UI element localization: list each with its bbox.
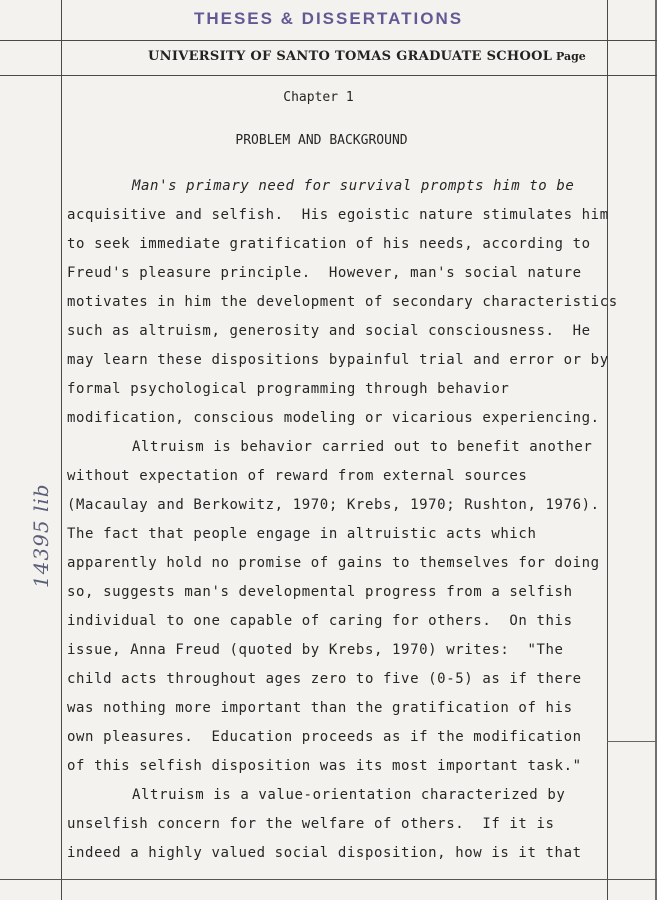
- text-line: without expectation of reward from external sources: [67, 468, 528, 484]
- text-line: of this selfish disposition was its most important task.": [67, 758, 582, 774]
- text-line: so, suggests man's developmental progress from a selfish: [67, 584, 573, 600]
- text-line: was nothing more important than the gratification of his: [67, 700, 573, 716]
- text-line: individual to one capable of caring for others. On this: [67, 613, 573, 629]
- text-line: formal psychological programming through behavior: [67, 381, 510, 397]
- side-margin-rule: [607, 741, 657, 742]
- header-bottom-rule: [0, 75, 657, 76]
- handwritten-note-text: 14395 lib: [29, 483, 53, 588]
- text-line: own pleasures. Education proceeds as if the modification: [67, 729, 582, 745]
- text-line: apparently hold no promise of gains to themselves for doing: [67, 555, 600, 571]
- text-line: modification, conscious modeling or vicarious experiencing.: [67, 410, 600, 426]
- text-line: Man's primary need for survival prompts him to be: [132, 178, 575, 194]
- chapter-number: Chapter 1: [283, 90, 354, 105]
- text-line: motivates in him the development of secondary characteristics: [67, 294, 618, 310]
- text-line: Freud's pleasure principle. However, man's social nature: [67, 265, 582, 281]
- footer-rule: [0, 879, 657, 880]
- body-text: [67, 175, 618, 871]
- text-line: Altruism is a value-orientation characterized by: [132, 787, 566, 803]
- text-line: acquisitive and selfish. His egoistic nature stimulates him: [67, 207, 609, 223]
- theses-stamp: THESES & DISSERTATIONS: [193, 9, 464, 28]
- institution-header: UNIVERSITY OF SANTO TOMAS GRADUATE SCHOOL: [148, 49, 553, 64]
- text-line: The fact that people engage in altruistic acts which: [67, 526, 537, 542]
- text-line: to seek immediate gratification of his needs, according to: [67, 236, 591, 252]
- text-line: such as altruism, generosity and social consciousness. He: [67, 323, 591, 339]
- handwritten-note-svg: [20, 470, 60, 590]
- text-line: indeed a highly valued social disposition, how is it that: [67, 845, 582, 861]
- page-label: Page: [556, 50, 586, 63]
- text-line: Altruism is behavior carried out to benefit another: [132, 439, 593, 455]
- text-line: may learn these dispositions bypainful trial and error or by: [67, 352, 609, 368]
- text-line: (Macaulay and Berkowitz, 1970; Krebs, 1970; Rushton, 1976).: [67, 497, 600, 513]
- handwritten-note: [20, 470, 60, 590]
- text-line: issue, Anna Freud (quoted by Krebs, 1970) writes: "The: [67, 642, 564, 658]
- text-line: unselfish concern for the welfare of others. If it is: [67, 816, 555, 832]
- header-top-rule: [0, 40, 657, 41]
- text-line: child acts throughout ages zero to five (0-5) as if there: [67, 671, 582, 687]
- chapter-title: PROBLEM AND BACKGROUND: [235, 133, 408, 148]
